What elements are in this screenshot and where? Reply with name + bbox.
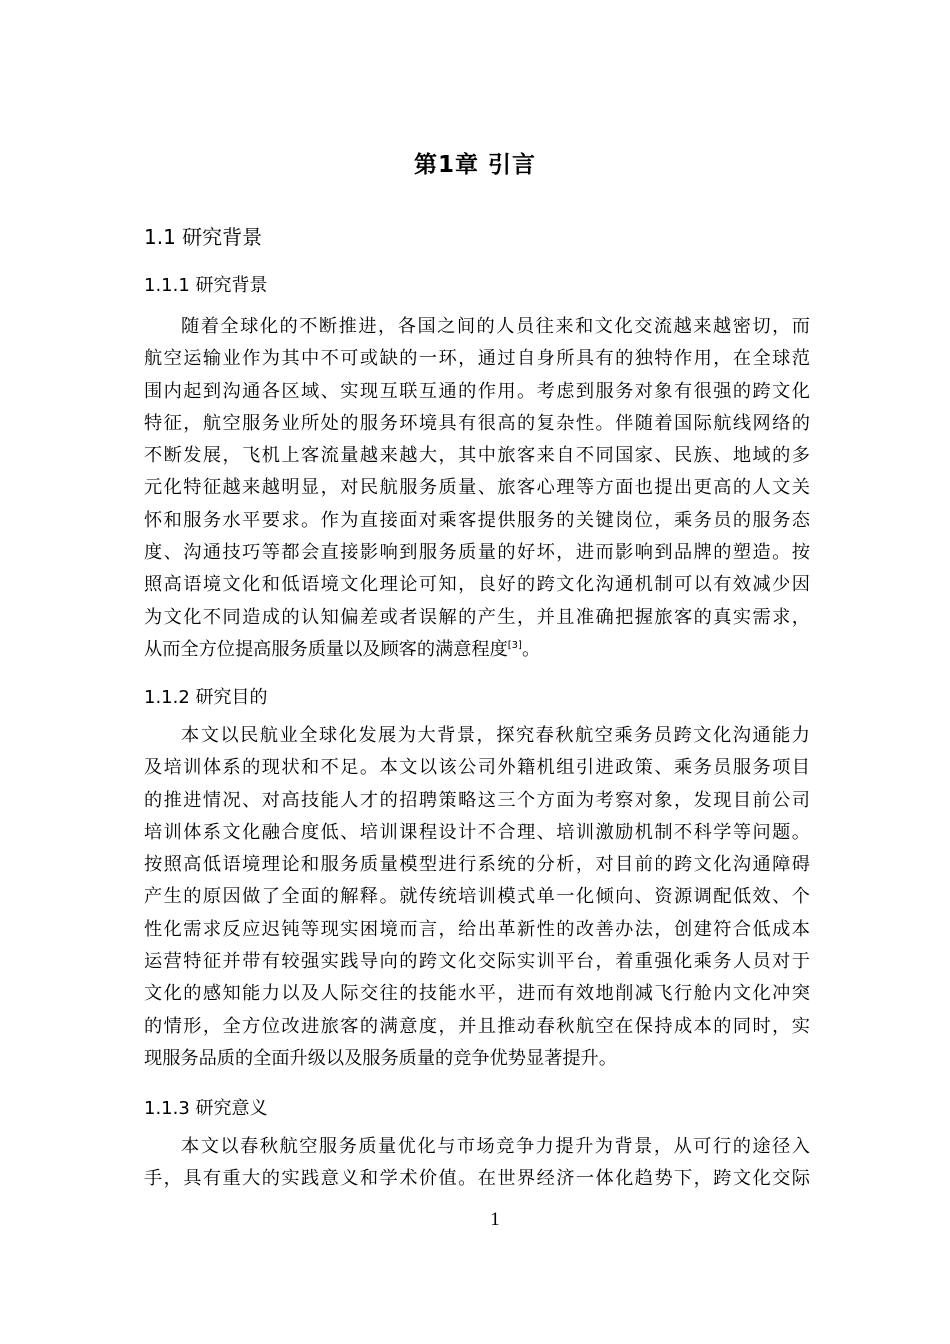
paragraph-line: 航空运输业作为其中不可或缺的一环，通过自身所具有的独特作用，在全球范 bbox=[144, 348, 810, 370]
paragraph-line: 度、沟通技巧等都会直接影响到服务质量的好坏，进而影响到品牌的塑造。按 bbox=[144, 542, 810, 564]
subsection-heading-1-1-1: 1.1.1 研究背景 bbox=[144, 275, 268, 296]
paragraph-line: 的推进情况、对高技能人才的招聘策略这三个方面为考察对象，发现目前公司 bbox=[144, 789, 810, 811]
paragraph-text: 从而全方位提高服务质量以及顾客的满意程度 bbox=[144, 638, 508, 660]
paragraph-significance bbox=[144, 1131, 810, 1196]
paragraph-line: 围内起到沟通各区域、实现互联互通的作用。考虑到服务对象有很强的跨文化 bbox=[144, 380, 810, 402]
chapter-title: 第1章 引言 bbox=[413, 152, 536, 178]
paragraph-line: 为文化不同造成的认知偏差或者误解的产生，并且准确把握旅客的真实需求， bbox=[144, 606, 810, 628]
paragraph-purpose bbox=[144, 720, 810, 1075]
paragraph-line: 不断发展，飞机上客流量越来越大，其中旅客来自不同国家、民族、地域的多 bbox=[144, 445, 810, 467]
paragraph-line: 照高语境文化和低语境文化理论可知，良好的跨文化沟通机制可以有效减少因 bbox=[144, 574, 810, 596]
paragraph-line-last bbox=[144, 634, 810, 666]
subsection-heading-1-1-2: 1.1.2 研究目的 bbox=[144, 687, 268, 708]
paragraph-line: 的情形，全方位改进旅客的满意度，并且推动春秋航空在保持成本的同时，实 bbox=[144, 1015, 810, 1037]
paragraph-line: 现服务品质的全面升级以及服务质量的竞争优势显著提升。 bbox=[144, 1047, 617, 1069]
paragraph-line: 本文以春秋航空服务质量优化与市场竞争力提升为背景，从可行的途径入 bbox=[181, 1136, 810, 1157]
paragraph-line: 培训体系文化融合度低、培训课程设计不合理、培训激励机制不科学等问题。 bbox=[144, 821, 810, 843]
paragraph-background bbox=[144, 311, 810, 666]
citation-reference: [3] bbox=[507, 639, 522, 651]
paragraph-line: 随着全球化的不断推进，各国之间的人员往来和文化交流越来越密切，而 bbox=[181, 316, 810, 337]
paragraph-line: 性化需求反应迟钝等现实困境而言，给出革新性的改善办法，创建符合低成本 bbox=[144, 918, 810, 940]
paragraph-line: 及培训体系的现状和不足。本文以该公司外籍机组引进政策、乘务员服务项目 bbox=[144, 757, 810, 779]
paragraph-line: 文化的感知能力以及人际交往的技能水平，进而有效地削减飞行舱内文化冲突 bbox=[144, 983, 810, 1005]
paragraph-line: 怀和服务水平要求。作为直接面对乘客提供服务的关键岗位，乘务员的服务态 bbox=[144, 509, 810, 531]
paragraph-line: 本文以民航业全球化发展为大背景，探究春秋航空乘务员跨文化沟通能力 bbox=[181, 725, 810, 746]
paragraph-end-punctuation: 。 bbox=[521, 638, 541, 660]
paragraph-line: 特征，航空服务业所处的服务环境具有很高的复杂性。伴随着国际航线网络的 bbox=[144, 412, 810, 434]
paragraph-line: 按照高低语境理论和服务质量模型进行系统的分析，对目前的跨文化沟通障碍 bbox=[144, 854, 810, 876]
paragraph-line: 元化特征越来越明显，对民航服务质量、旅客心理等方面也提出更高的人文关 bbox=[144, 477, 810, 499]
paragraph-line: 产生的原因做了全面的解释。就传统培训模式单一化倾向、资源调配低效、个 bbox=[144, 886, 810, 908]
subsection-heading-1-1-3: 1.1.3 研究意义 bbox=[144, 1098, 268, 1119]
page-number: 1 bbox=[490, 1209, 500, 1230]
section-heading-1-1: 1.1 研究背景 bbox=[144, 225, 263, 249]
paragraph-line: 运营特征并带有较强实践导向的跨文化交际实训平台，着重强化乘务人员对于 bbox=[144, 951, 810, 973]
paragraph-line: 手，具有重大的实践意义和学术价值。在世界经济一体化趋势下，跨文化交际 bbox=[144, 1168, 810, 1190]
